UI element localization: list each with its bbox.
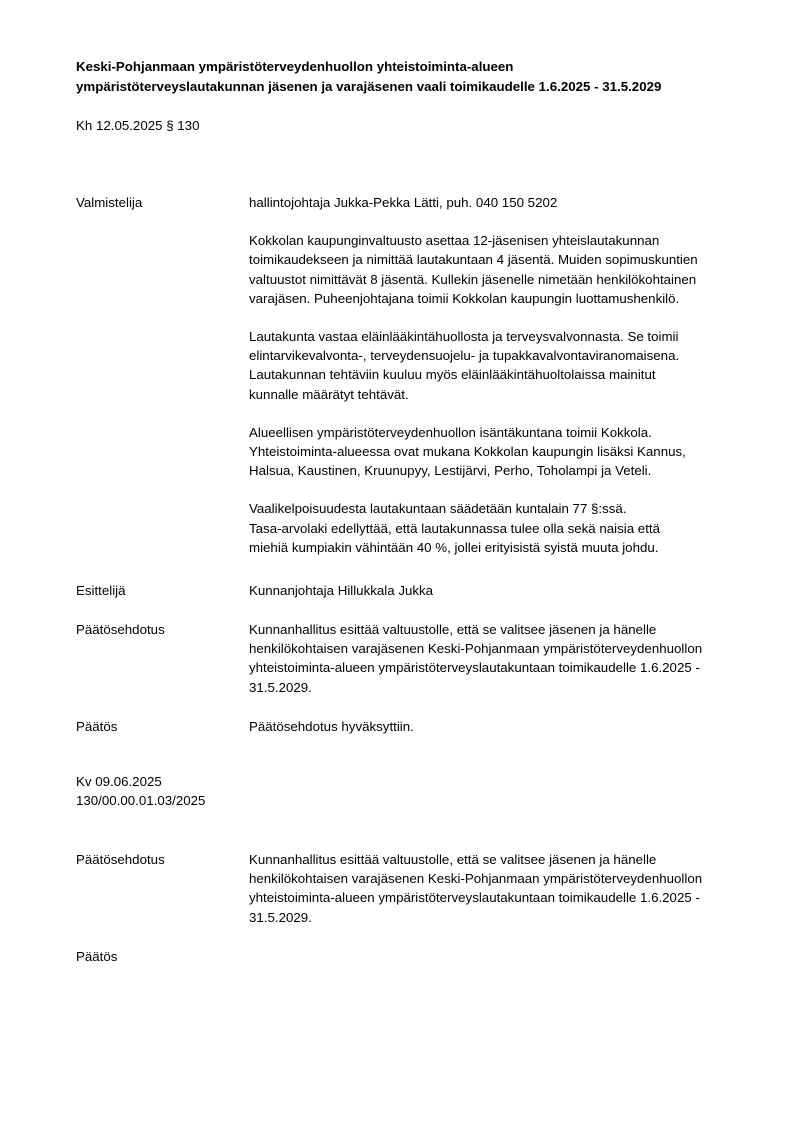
- paatosehdotus-text-1: Kunnanhallitus esittää valtuustolle, että se valitsee jäsenen ja hänelle henkilökohtaisen varajäsenen Keski-Pohjanmaan ympäristöterveydenhuollon yhteistoiminta-alueen ympäristöterveyslautakuntaan toimikaudelle 1.6.2025 - 31.5.2029.: [249, 622, 703, 695]
- valmistelija-paragraph-2: Lautakunta vastaa eläinlääkintähuollosta ja terveysvalvonnasta. Se toimii elintarvikevalvonta-, terveydensuojelu- ja tupakkavalvontaviranomaisena. Lautakunnan tehtäviin kuuluu myös eläinlääkintähuoltolaissa mainitut kunnalle määrätyt tehtävät.: [249, 329, 680, 402]
- esittelija-text: Kunnanjohtaja Hillukkala Jukka: [249, 583, 434, 598]
- kh-reference: Kh 12.05.2025 § 130: [76, 118, 200, 133]
- paatos-label-1: Päätös: [76, 719, 118, 734]
- paatos-text-1: Päätösehdotus hyväksyttiin.: [249, 719, 414, 734]
- kv-reference-date: Kv 09.06.2025: [76, 774, 162, 789]
- kv-reference-number: 130/00.00.01.03/2025: [76, 793, 206, 808]
- valmistelija-label: Valmistelija: [76, 195, 143, 210]
- paatosehdotus-label-2: Päätösehdotus: [76, 852, 165, 867]
- document-title: [76, 57, 766, 97]
- title-line-2: ympäristöterveyslautakunnan jäsenen ja varajäsenen vaali toimikaudelle 1.6.2025 - 31.5.2029: [76, 79, 662, 94]
- valmistelija-content: [249, 193, 769, 557]
- title-line-1: Keski-Pohjanmaan ympäristöterveydenhuollon yhteistoiminta-alueen: [76, 59, 514, 74]
- valmistelija-paragraph-1: Kokkolan kaupunginvaltuusto asettaa 12-jäsenisen yhteislautakunnan toimikaudekseen ja nimittää lautakuntaan 4 jäsentä. Muiden sopimuskuntien valtuustot nimittävät 8 jäsentä. Kullekin jäsenelle nimetään henkilökohtainen varajäsen. Puheenjohtajana toimii Kokkolan kaupungin luottamushenkilö.: [249, 233, 698, 306]
- valmistelija-paragraph-4: Vaalikelpoisuudesta lautakuntaan säädetään kuntalain 77 §:ssä. Tasa-arvolaki edellyttää, että lautakunnassa tulee olla sekä naisia että miehiä kumpiakin vähintään 40 %, jollei erityisistä syistä muuta johdu.: [249, 501, 660, 555]
- kv-reference: [76, 772, 205, 810]
- valmistelija-person: hallintojohtaja Jukka-Pekka Lätti, puh. 040 150 5202: [249, 195, 558, 210]
- esittelija-label: Esittelijä: [76, 583, 126, 598]
- paatos-label-2: Päätös: [76, 949, 118, 964]
- valmistelija-paragraph-3: Alueellisen ympäristöterveydenhuollon isäntäkuntana toimii Kokkola. Yhteistoiminta-alueessa ovat mukana Kokkolan kaupungin lisäksi Kannus, Halsua, Kaustinen, Kruunupyy, Lestijärvi, Perho, Toholampi ja Veteli.: [249, 424, 686, 479]
- paatosehdotus-label-1: Päätösehdotus: [76, 622, 165, 637]
- paatosehdotus-text-2: Kunnanhallitus esittää valtuustolle, että se valitsee jäsenen ja hänelle henkilökohtaisen varajäsenen Keski-Pohjanmaan ympäristöterveydenhuollon yhteistoiminta-alueen ympäristöterveyslautakuntaan toimikaudelle 1.6.2025 - 31.5.2029.: [249, 852, 703, 925]
